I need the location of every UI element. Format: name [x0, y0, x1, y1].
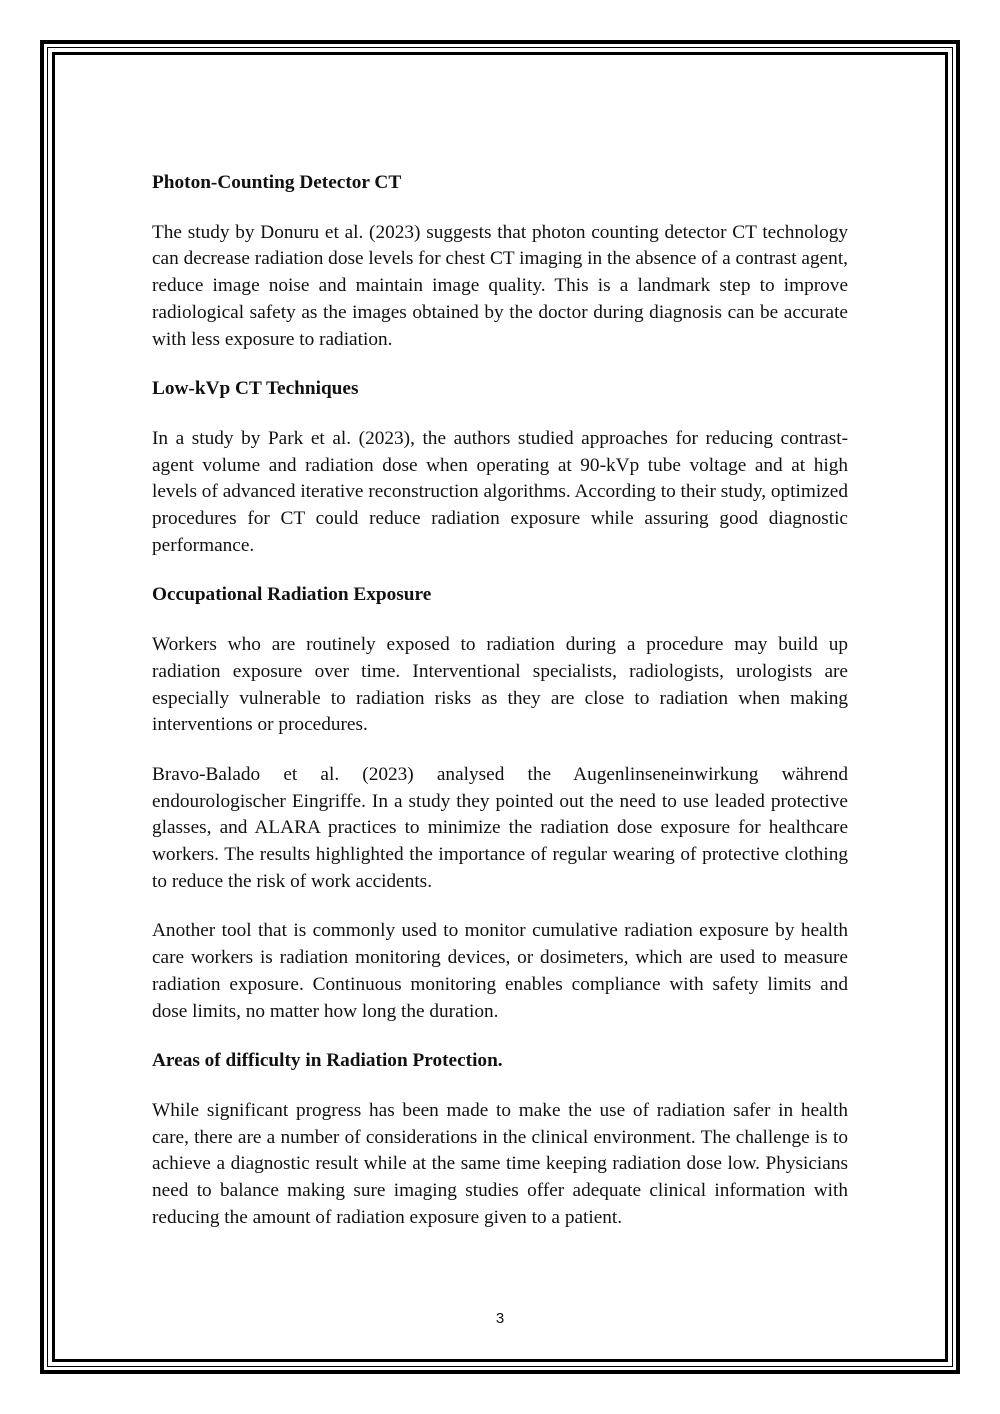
paragraph: Workers who are routinely exposed to radiation during a procedure may build up radiation exposure over time. Interventional specialists, radiologists, urologists are especially vulnerable to radiation risks as they are close to radiation when making interventions or procedures.	[152, 634, 848, 736]
section-areas-of-difficulty	[152, 1048, 848, 1231]
section-heading: Areas of difficulty in Radiation Protection.	[152, 1050, 503, 1072]
paragraph: In a study by Park et al. (2023), the authors studied approaches for reducing contrast-agent volume and radiation dose when operating at 90-kVp tube voltage and at high levels of advanced iterative reconstruction algorithms. According to their study, optimized procedures for CT could reduce radiation exposure while assuring good diagnostic performance.	[152, 427, 848, 556]
section-heading: Photon-Counting Detector CT	[152, 172, 402, 193]
paragraph: Bravo-Balado et al. (2023) analysed the Augenlinseneinwirkung während endourologischer Eingriffe. In a study they pointed out the need to use leaded protective glasses, and ALARA practices to minimize the radiation dose exposure for healthcare workers. The results highlighted the importance of regular wearing of protective clothing to reduce the risk of work accidents.	[152, 763, 848, 892]
section-occupational-exposure	[152, 582, 848, 1025]
page-content	[152, 170, 848, 1255]
section-heading: Occupational Radiation Exposure	[152, 584, 432, 606]
section-low-kvp	[152, 376, 848, 559]
section-photon-counting	[152, 170, 848, 353]
paragraph: While significant progress has been made to make the use of radiation safer in health care, there are a number of considerations in the clinical environment. The challenge is to achieve a diagnostic result while at the same time keeping radiation dose low. Physicians need to balance making sure imaging studies offer adequate clinical information with reducing the amount of radiation exposure given to a patient.	[152, 1099, 848, 1228]
page-number: 3	[495, 1310, 505, 1327]
paragraph: Another tool that is commonly used to monitor cumulative radiation exposure by health care workers is radiation monitoring devices, or dosimeters, which are used to measure radiation exposure. Continuous monitoring enables compliance with safety limits and dose limits, no matter how long the duration.	[152, 920, 848, 1022]
paragraph: The study by Donuru et al. (2023) suggests that photon counting detector CT technology can decrease radiation dose levels for chest CT imaging in the absence of a contrast agent, reduce image noise and maintain image quality. This is a landmark step to improve radiological safety as the images obtained by the doctor during diagnosis can be accurate with less exposure to radiation.	[152, 221, 848, 350]
section-heading: Low-kVp CT Techniques	[152, 378, 359, 400]
